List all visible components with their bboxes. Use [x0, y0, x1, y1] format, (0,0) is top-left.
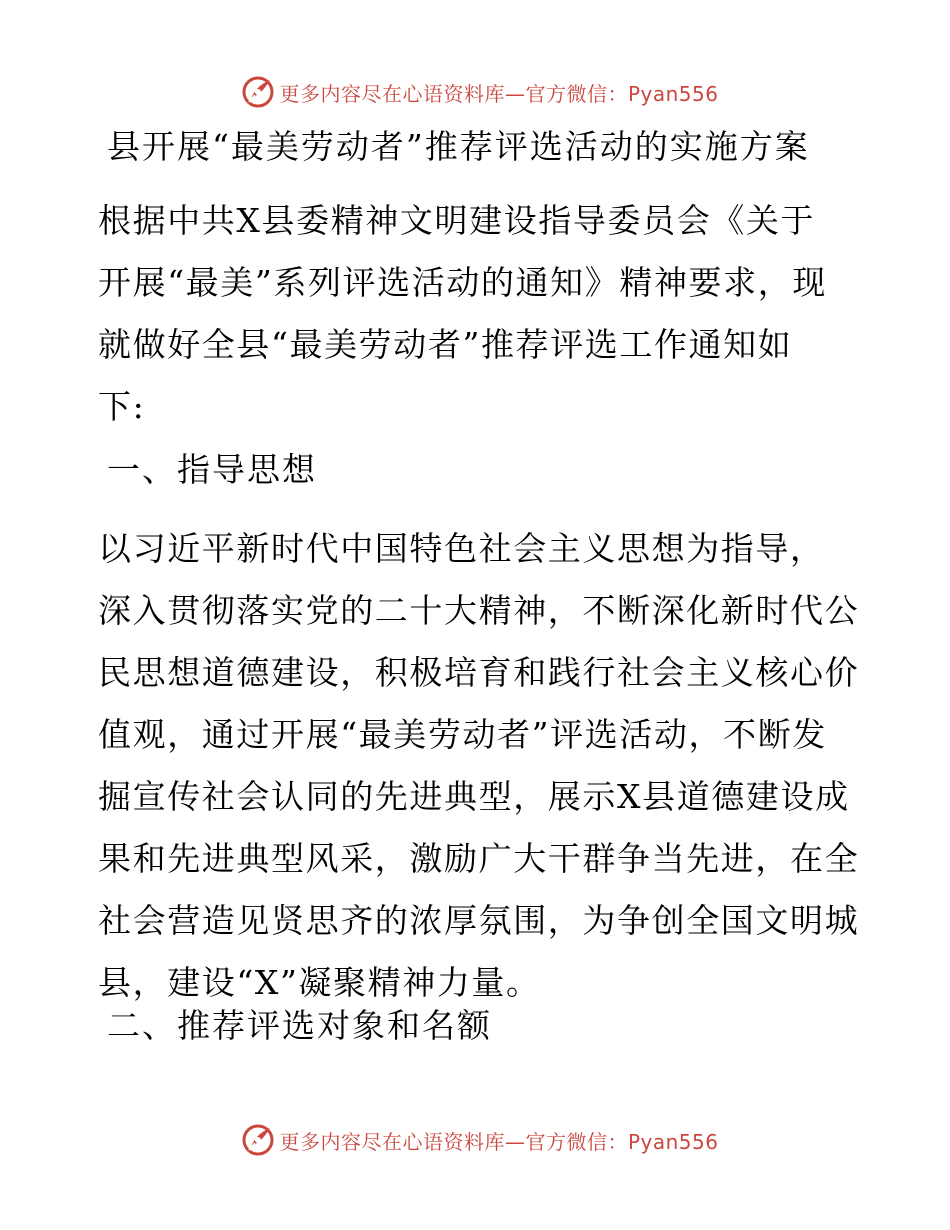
section-heading-guiding-ideology: 一、指导思想: [107, 450, 317, 489]
footer-watermark-banner: [0, 1120, 950, 1160]
intro-paragraph: [98, 190, 858, 438]
quill-logo-icon: [241, 1123, 275, 1157]
intro-line: 就做好全县“最美劳动者”推荐评选工作通知如: [98, 325, 793, 364]
header-watermark-banner: [0, 72, 950, 112]
paragraph-line: 果和先进典型风采，激励广大干群争当先进，在全: [98, 839, 860, 878]
header-watermark-text: 更多内容尽在心语资料库—官方微信：Pyan556: [279, 81, 719, 106]
document-title: 县开展“最美劳动者”推荐评选活动的实施方案: [107, 127, 810, 166]
footer-watermark-text: 更多内容尽在心语资料库—官方微信：Pyan556: [279, 1129, 719, 1154]
intro-line: 根据中共X县委精神文明建设指导委员会《关于: [98, 201, 816, 240]
intro-line: 开展“最美”系列评选活动的通知》精神要求，现: [98, 263, 827, 302]
guiding-ideology-paragraph: [98, 518, 858, 1014]
header-watermark: [241, 75, 718, 109]
paragraph-line: 深入贯彻落实党的二十大精神，不断深化新时代公: [98, 591, 860, 630]
footer-watermark: [241, 1123, 718, 1157]
paragraph-line: 值观，通过开展“最美劳动者”评选活动，不断发: [98, 715, 827, 754]
paragraph-line: 掘宣传社会认同的先进典型，展示X县道德建设成: [98, 777, 850, 816]
quill-logo-icon: [241, 75, 275, 109]
paragraph-line: 社会营造见贤思齐的浓厚氛围，为争创全国文明城: [98, 901, 860, 940]
paragraph-line: 民思想道德建设，积极培育和践行社会主义核心价: [98, 653, 860, 692]
intro-line: 下:: [98, 387, 146, 426]
paragraph-line: 县，建设“X”凝聚精神力量。: [98, 963, 541, 1002]
section-heading-candidates-and-quota: 二、推荐评选对象和名额: [107, 1006, 492, 1045]
paragraph-line: 以习近平新时代中国特色社会主义思想为指导，: [98, 529, 825, 568]
